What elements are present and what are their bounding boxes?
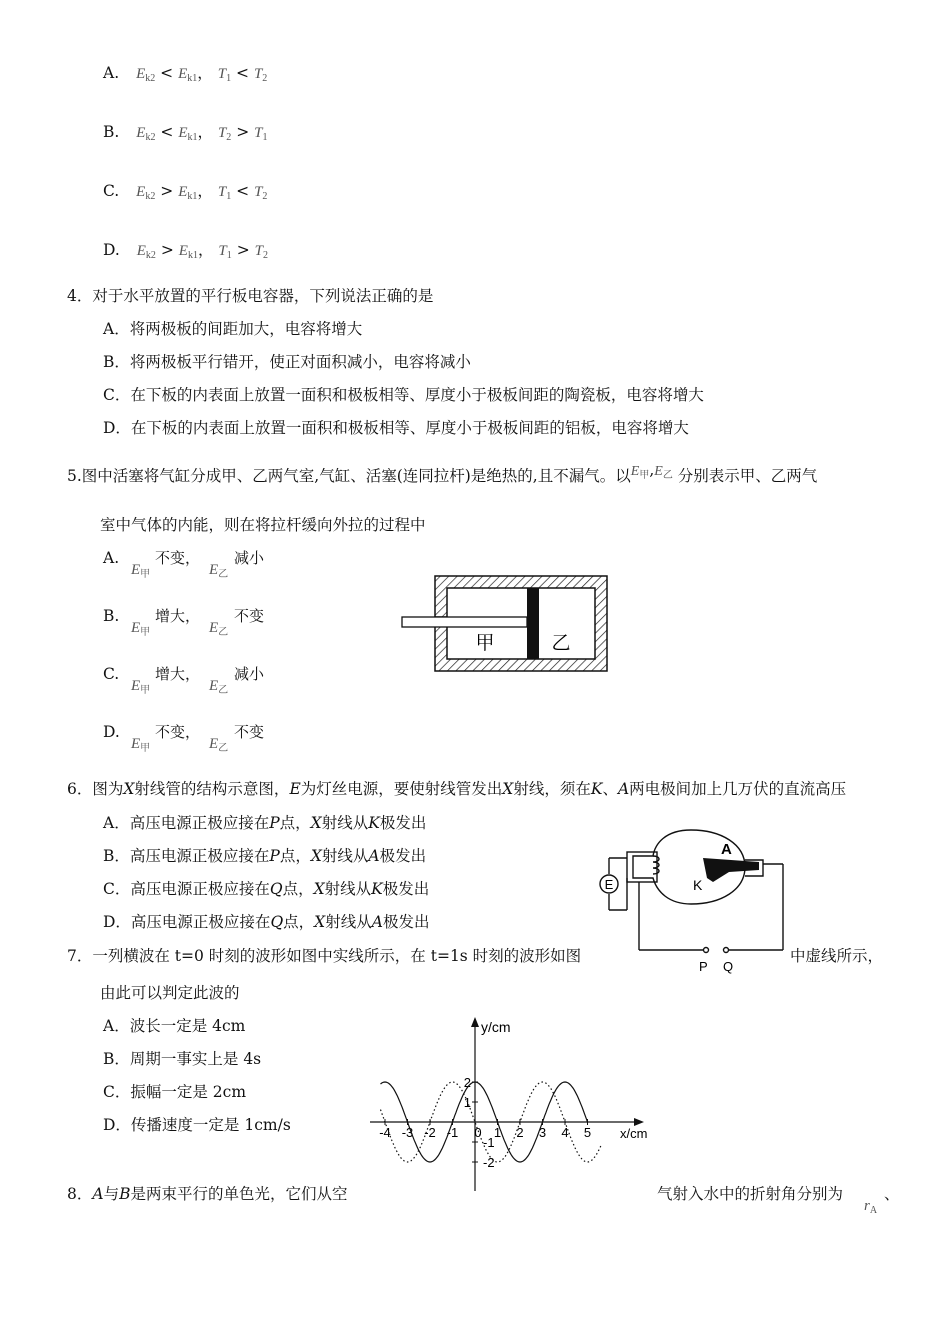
q4-option-d: D．在下板的内表面上放置一面积和极板相等、厚度小于极板间距的铝板，电容将增大 <box>103 419 689 437</box>
option-text: 不变 <box>234 723 265 741</box>
q7-option-a: A．波长一定是 4cm <box>103 1017 246 1035</box>
q6-option-a <box>103 813 426 833</box>
separator: ， <box>197 64 213 82</box>
option-text: B．高压电源正极应接在 <box>103 847 270 865</box>
q5-option-c <box>103 664 265 704</box>
q6-stem <box>67 779 846 799</box>
x-tick-label: 3 <box>538 1125 547 1140</box>
x-tick-label: -2 <box>424 1125 436 1140</box>
ek-symbol: $E_{k2}$ <box>136 243 156 261</box>
option-text: 减小 <box>234 665 265 683</box>
t-symbol: $T_2$ <box>253 66 268 84</box>
r-a-symbol: $r_A$ <box>864 1198 878 1216</box>
x-tick-label: 1 <box>493 1125 502 1140</box>
separator: ， <box>197 241 214 259</box>
q3-option-d <box>103 240 268 266</box>
piston-rod <box>402 617 527 627</box>
symbol: X <box>502 780 514 798</box>
q7-stem-line1: 7．一列横波在 t=0 时刻的波形如图中实线所示，在 t=1s 时刻的波形如图 <box>67 947 582 965</box>
option-letter: B. <box>103 607 120 625</box>
symbol: A <box>371 913 383 931</box>
relation: > <box>236 241 250 259</box>
t-symbol: $T_2$ <box>217 125 232 143</box>
cathode-label: K <box>693 877 703 893</box>
e-yi-symbol: $E_乙$ <box>209 678 229 696</box>
x-axis-label: x/cm <box>620 1126 648 1141</box>
q4-stem: 4．对于水平放置的平行板电容器，下列说法正确的是 <box>67 287 434 305</box>
option-text: 极发出 <box>382 913 430 931</box>
terminal-q-label: Q <box>723 959 734 974</box>
option-letter: A. <box>103 549 120 567</box>
anode-target <box>703 858 759 882</box>
option-text: 极发出 <box>379 847 427 865</box>
e-jia-symbol: $E_甲$ <box>131 678 151 696</box>
y-tick-label: -1 <box>483 1135 495 1150</box>
t-symbol: $T_2$ <box>254 243 268 261</box>
x-tick-label: -4 <box>379 1125 391 1140</box>
symbol: K <box>590 780 603 798</box>
option-text: 增大， <box>155 665 201 683</box>
option-letter: D. <box>103 723 120 741</box>
option-letter: C. <box>103 665 120 683</box>
symbol: X <box>313 880 325 898</box>
x-tick-label: 4 <box>561 1125 569 1140</box>
q6-xray-tube-figure <box>595 822 795 982</box>
q5-option-a <box>103 548 265 588</box>
option-text: 点， <box>282 880 314 898</box>
chamber-jia-label: 甲 <box>475 633 495 654</box>
x-tick-label: 5 <box>583 1125 592 1140</box>
relation: < <box>236 64 250 82</box>
symbol: Q <box>269 880 283 898</box>
option-text: 极发出 <box>382 880 430 898</box>
q7-option-c: C．振幅一定是 2cm <box>103 1083 247 1101</box>
option-text: 点， <box>279 847 311 865</box>
relation: > <box>236 123 250 141</box>
symbol: X <box>123 780 135 798</box>
q3-option-c <box>103 181 267 207</box>
option-letter: A. <box>103 64 120 82</box>
symbol: X <box>310 814 322 832</box>
q8-stem-tail <box>657 1184 843 1204</box>
source-label: E <box>604 877 614 892</box>
stem-text: 8． <box>67 1185 93 1203</box>
option-text: 射线从 <box>321 847 369 865</box>
q4-option-a: A．将两极板的间距加大，电容将增大 <box>103 320 363 338</box>
e-yi-symbol: $E_乙$ <box>654 464 673 481</box>
symbol: A <box>617 780 630 798</box>
stem-text: 、 <box>602 780 618 798</box>
x-tick-label: -3 <box>401 1125 414 1140</box>
q5-option-b <box>103 606 265 646</box>
ek-symbol: $E_{k2}$ <box>136 125 156 143</box>
q7-stem-line1-tail: 中虚线所示， <box>790 947 884 965</box>
q5-cylinder-figure <box>395 570 615 675</box>
symbol: P <box>269 814 280 832</box>
q7-wave-chart <box>360 1015 660 1195</box>
x-axis-arrow <box>634 1118 644 1126</box>
q7-option-d: D．传播速度一定是 1cm/s <box>103 1116 291 1134</box>
q5-option-d <box>103 722 265 762</box>
symbol: Q <box>270 913 284 931</box>
option-letter: B. <box>103 123 120 141</box>
symbol: E <box>289 780 301 798</box>
stem-text: 气射入水中的折射角分别为 <box>657 1185 844 1203</box>
ek-symbol: $E_{k2}$ <box>136 66 156 84</box>
q6-option-d <box>103 912 429 932</box>
option-text: 极发出 <box>379 814 427 832</box>
option-text: D．高压电源正极应接在 <box>103 913 271 931</box>
option-text: 不变， <box>155 549 201 567</box>
terminal-q-icon <box>724 948 729 953</box>
terminal-p-icon <box>704 948 709 953</box>
q3-option-b <box>103 122 268 148</box>
stem-text: 两电极间加上几万伏的直流高压 <box>629 780 847 798</box>
symbol: A <box>368 847 380 865</box>
q7-option-b: B．周期一事实上是 4s <box>103 1050 262 1068</box>
q5-stem-line1 <box>67 460 817 486</box>
q4-option-b: B．将两极板平行错开，使正对面积减小，电容将减小 <box>103 353 471 371</box>
symbol: X <box>310 847 322 865</box>
q5-stem-text: 5.图中活塞将气缸分成甲、乙两气室,气缸、活塞(连同拉杆)是绝热的,且不漏气。以 <box>67 467 631 485</box>
comma: , <box>649 461 655 479</box>
option-text: 点， <box>279 814 311 832</box>
piston <box>527 588 539 659</box>
option-letter: D. <box>103 241 120 259</box>
e-jia-symbol: $E_甲$ <box>131 736 151 754</box>
x-tick-label: -1 <box>446 1125 459 1140</box>
option-text: 点， <box>283 913 315 931</box>
ek-symbol: $E_{k1}$ <box>178 66 198 84</box>
option-text: C．高压电源正极应接在 <box>103 880 270 898</box>
terminal-p-label: P <box>699 959 708 974</box>
option-text: 减小 <box>234 549 265 567</box>
q4-option-c: C．在下板的内表面上放置一面积和极板相等、厚度小于极板间距的陶瓷板，电容将增大 <box>103 386 704 404</box>
q5-stem-line2: 室中气体的内能，则在将拉杆缓向外拉的过程中 <box>100 516 426 534</box>
option-text: A．高压电源正极应接在 <box>103 814 270 832</box>
e-yi-symbol: $E_乙$ <box>209 562 229 580</box>
relation: < <box>236 182 250 200</box>
y-axis-arrow <box>471 1017 479 1027</box>
option-text: 射线从 <box>325 913 372 931</box>
symbol: P <box>269 847 280 865</box>
q6-option-c <box>103 879 429 899</box>
separator: ， <box>197 123 213 141</box>
ek-symbol: $E_{k2}$ <box>136 184 156 202</box>
q3-option-a <box>103 63 267 89</box>
anode-label: A <box>721 841 732 858</box>
t-symbol: $T_1$ <box>217 184 232 202</box>
x-tick-label: 0 <box>474 1125 482 1140</box>
e-yi-symbol: $E_乙$ <box>209 736 229 754</box>
e-jia-symbol: $E_甲$ <box>131 620 151 638</box>
e-yi-symbol: $E_乙$ <box>209 620 229 638</box>
option-text: 射线从 <box>321 814 369 832</box>
relation: < <box>160 64 174 82</box>
separator: ， <box>197 182 213 200</box>
stem-text: 6．图为 <box>67 780 124 798</box>
symbol: K <box>371 880 383 898</box>
stem-text: 是两束平行的单色光，它们从空 <box>130 1185 348 1203</box>
relation: > <box>160 182 174 200</box>
q8-stem <box>67 1184 348 1204</box>
e-jia-symbol: $E_甲$ <box>131 562 151 580</box>
t-symbol: $T_1$ <box>254 125 268 143</box>
filament-icon <box>653 856 659 874</box>
t-symbol: $T_1$ <box>218 243 232 261</box>
relation: > <box>160 241 174 259</box>
option-text: 射线从 <box>324 880 372 898</box>
relation: < <box>160 123 174 141</box>
option-text: 不变 <box>234 607 265 625</box>
ek-symbol: $E_{k1}$ <box>178 243 198 261</box>
y-tick-label: 2 <box>463 1075 471 1090</box>
ek-symbol: $E_{k1}$ <box>178 184 198 202</box>
stem-text: 射线，须在 <box>513 780 591 798</box>
y-tick-label: 1 <box>463 1095 471 1110</box>
option-letter: C. <box>103 182 120 200</box>
x-tick-label: 2 <box>516 1125 524 1140</box>
chamber-yi-label: 乙 <box>551 633 571 654</box>
symbol: A <box>92 1185 104 1203</box>
q6-option-b <box>103 846 426 866</box>
t-symbol: $T_1$ <box>217 66 232 84</box>
t-symbol: $T_2$ <box>254 184 268 202</box>
q5-stem-text-b: 分别表示甲、乙两气 <box>677 467 818 485</box>
ek-symbol: $E_{k1}$ <box>178 125 198 143</box>
symbol: B <box>119 1185 131 1203</box>
q7-stem-line2: 由此可以判定此波的 <box>100 984 240 1002</box>
option-text: 增大， <box>155 607 201 625</box>
q8-stem-tail-comma: 、 <box>884 1185 900 1203</box>
symbol: K <box>368 814 380 832</box>
stem-text: 与 <box>103 1185 120 1203</box>
y-axis-label: y/cm <box>481 1019 511 1035</box>
y-tick-label: -2 <box>483 1155 495 1170</box>
e-jia-symbol: $E_甲$ <box>630 464 650 481</box>
symbol: X <box>314 913 326 931</box>
option-text: 不变， <box>155 723 201 741</box>
stem-text: 为灯丝电源，要使射线管发出 <box>300 780 503 798</box>
stem-text: 射线管的结构示意图， <box>134 780 290 798</box>
